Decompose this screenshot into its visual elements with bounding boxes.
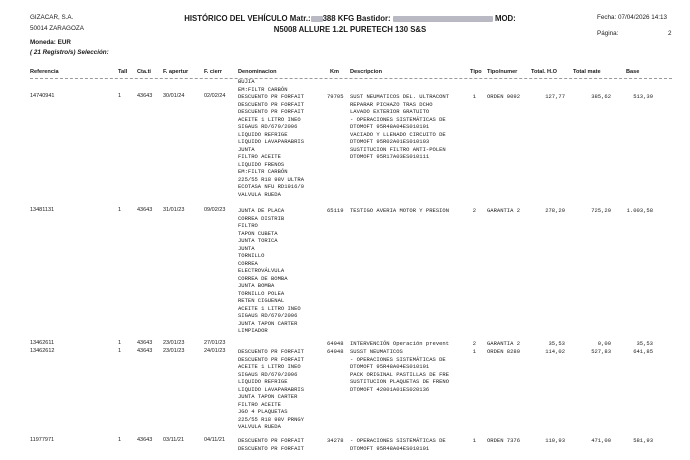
denominacion-line: DESCUENTO PR FORFAIT	[238, 355, 305, 363]
cell-f-cierre: 02/02/24	[204, 93, 226, 99]
title-part-2: 388 KFG Bastidor:	[322, 14, 391, 23]
denominacion-line: LIQUIDO FRENOS	[238, 160, 285, 168]
cell-cta: 43643	[137, 348, 153, 354]
denominacion-line: EM:FILTR CARBÓN	[238, 168, 288, 175]
cell-f-apertura: 30/01/24	[163, 93, 185, 99]
cell-taller: 1	[118, 348, 122, 354]
denominacion-line: ACEITE 1 LITRO INEO	[238, 304, 301, 312]
cell-descripcion	[350, 207, 466, 215]
cell-taller: 1	[118, 93, 122, 99]
col-total-mate: Total mate	[573, 69, 601, 75]
descripcion-line: SUSST NEUMATICOS	[350, 348, 403, 355]
col-tipo-numero: Tipo/numer	[487, 69, 518, 75]
col-f-cierre: F. cierr	[204, 69, 223, 75]
cell-total-ho: 278,29	[545, 207, 565, 214]
cell-total-mate: 385,62	[591, 93, 611, 100]
denominacion-line: JUNTA TAPON CARTER	[238, 319, 298, 327]
cell-km: 65119	[327, 207, 344, 214]
denominacion-line: JUNTA	[238, 145, 255, 153]
cell-cta: 43643	[137, 340, 153, 346]
denominacion-line: TORNILLO	[238, 252, 265, 259]
cell-f-cierre: 27/01/23	[204, 340, 226, 346]
cell-descripcion	[350, 437, 466, 452]
denominacion-line: JGO 4 PLAQUETAS	[238, 408, 288, 415]
col-f-apertura: F. apertur	[163, 69, 189, 75]
denominacion-line: LIQUIDO REFRIGE	[238, 378, 288, 385]
page-subtitle: N5008 ALLURE 1.2L PURETECH 130 S&S	[273, 25, 427, 34]
denominacion-line: RETEN CIGUENAL	[238, 297, 285, 304]
cell-km: 34278	[327, 437, 344, 444]
redacted-vin	[393, 16, 493, 22]
denominacion-line: 225/55 R18 98V ULTRA	[238, 175, 305, 183]
descripcion-line: - OPERACIONES SISTEMÁTICAS DE	[350, 355, 446, 363]
cell-ref: 13462612	[30, 348, 55, 354]
col-cta: Cta.ti	[137, 69, 151, 75]
denominacion-line: ELECTROVÁLVULA	[238, 267, 285, 274]
page-number-value: 2	[668, 30, 672, 37]
currency-label: Moneda: EUR	[30, 39, 71, 46]
descripcion-line: LAVADO EXTERIOR GRATUITO	[350, 108, 430, 115]
cell-f-cierre: 24/01/23	[204, 348, 226, 354]
redacted-plate	[311, 16, 323, 22]
denominacion-line: JUNTA DE PLACA	[238, 207, 285, 214]
denominacion-line: JUNTA	[238, 244, 255, 252]
cell-total-ho: 114,02	[545, 348, 565, 355]
col-total-ho: Total. H.O	[531, 69, 557, 75]
cell-total-ho: 35,53	[548, 340, 565, 347]
header-divider	[30, 78, 672, 79]
denominacion-line: SIGAUS RD/679/2006	[238, 123, 298, 130]
denominacion-line: VALVULA RUEDA	[238, 190, 281, 198]
denominacion-line: EM:FILTR CARBÓN	[238, 85, 288, 93]
cell-taller: 1	[118, 437, 122, 443]
print-date: Fecha: 07/04/2026 14:13	[597, 14, 668, 21]
descripcion-line: DTOMOFT 95R48A04ES010101	[350, 123, 430, 130]
denominacion-line: BUJIA	[238, 78, 255, 85]
cell-tipo: 2	[472, 340, 476, 347]
cell-cta: 43643	[137, 207, 153, 213]
denominacion-line: LIQUIDO LAVAPARABRIS	[238, 385, 305, 393]
descripcion-line: DTOMOFT 95R48A04ES010101	[350, 444, 430, 452]
denominacion-line: DESCUENTO PR FORFAIT	[238, 348, 305, 355]
descripcion-line: VACIADO Y LLENADO CIRCUITO DE	[350, 130, 446, 138]
cell-f-apertura: 03/11/21	[163, 437, 185, 443]
cell-cta: 43643	[137, 93, 153, 99]
cell-descripcion	[350, 93, 466, 161]
cell-denominacion	[238, 348, 304, 431]
page-number-label: Página:	[597, 30, 619, 37]
descripcion-line: - OPERACIONES SISTEMÁTICAS DE	[350, 437, 446, 444]
descripcion-line: DTOMOFT 95R02A01ES010103	[350, 138, 430, 145]
cell-descripcion	[350, 348, 466, 393]
col-km: Km	[330, 69, 340, 75]
cell-taller: 1	[118, 207, 122, 213]
denominacion-line: JUNTA TAPON CARTER	[238, 393, 298, 400]
col-taller: Tall	[118, 69, 128, 75]
denominacion-line: FILTRO ACEITE	[238, 153, 281, 160]
cell-total-mate: 0,00	[597, 340, 611, 347]
cell-base: 35,53	[636, 340, 653, 347]
denominacion-line: FILTRO	[238, 222, 258, 229]
descripcion-line: INTERVENCIÓN Operación prevent	[350, 340, 450, 347]
descripcion-line: SUSTITUCION PLAQUETAS DE FRENO	[350, 378, 450, 385]
descripcion-line: DTOMOFT 95R48A04ES010101	[350, 363, 430, 370]
descripcion-line: DTOMOFT 42001A01ES020136	[350, 385, 430, 393]
cell-cta: 43643	[137, 437, 153, 443]
cell-total-mate: 471,00	[591, 437, 611, 444]
descripcion-line: PACK ORIGINAL PASTILLAS DE FRE	[350, 370, 450, 378]
cell-km: 79705	[327, 93, 344, 100]
denominacion-line: LIQUIDO LAVAPARABRIS	[238, 138, 305, 145]
cell-f-apertura: 23/01/23	[163, 340, 185, 346]
denominacion-line: SIGAUS RD/679/2006	[238, 312, 298, 319]
cell-total-ho: 110,93	[545, 437, 565, 444]
denominacion-line: TORNILLO POLEA	[238, 289, 285, 297]
cell-tipo: 2	[472, 207, 476, 214]
col-descripcion: Descripcion	[350, 69, 383, 75]
denominacion-line: LIQUIDO REFRIGE	[238, 130, 288, 138]
cell-tipo: 1	[472, 348, 476, 355]
title-part-3: MOD:	[494, 14, 516, 23]
cell-total-ho: 127,77	[545, 93, 565, 100]
cell-total-mate: 527,83	[591, 348, 611, 355]
cell-tipo-numero: ORDEN 9092	[487, 93, 521, 100]
selection-label: ( 21 Registro/s) Selección:	[30, 49, 109, 56]
denominacion-line: DESCUENTO PR FORFAIT	[238, 100, 305, 108]
col-referencia: Referencia	[30, 69, 59, 75]
cell-tipo-numero: GARANTIA 2	[487, 340, 521, 347]
denominacion-line: DESCUENTO PR FORFAIT	[238, 108, 305, 115]
cell-km: 64948	[327, 340, 344, 347]
denominacion-line: CORREA DE BOMBA	[238, 274, 288, 282]
descripcion-line: TESTIGO AVERIA MOTOR Y PRESION	[350, 207, 450, 214]
denominacion-line: CORREA DISTRIB	[238, 214, 285, 222]
denominacion-line: DESCUENTO PR FORFAIT	[238, 93, 305, 100]
cell-base: 641,85	[633, 348, 653, 355]
cell-ref: 13462611	[30, 340, 55, 346]
denominacion-line: DESCUENTO PR FORFAIT	[238, 437, 305, 444]
denominacion-line: TAPON CUBETA	[238, 229, 278, 237]
col-denominacion: Denominacion	[238, 69, 277, 75]
descripcion-line: SUSTITUCION FILTRO ANTI-POLEN	[350, 145, 446, 153]
cell-f-apertura: 23/01/23	[163, 348, 185, 354]
denominacion-line: DESCUENTO PR FORFAIT	[238, 444, 305, 452]
descripcion-line: SUST NEUMATICOS DEL. ULTRACONT	[350, 93, 450, 100]
denominacion-line: ACEITE 1 LITRO INEO	[238, 363, 301, 370]
cell-f-apertura: 31/01/23	[163, 207, 185, 213]
descripcion-line: REPARAR PICHAZO TRAS DCHO	[350, 100, 433, 108]
descripcion-line: - OPERACIONES SISTEMÁTICAS DE	[350, 115, 446, 123]
descripcion-line: DTOMOFT 95R17A03ES010111	[350, 153, 430, 160]
title-part-1: HISTÓRICO DEL VEHÍCULO Matr.:	[184, 14, 311, 23]
cell-ref: 11977971	[30, 437, 55, 443]
cell-ref: 13481131	[30, 207, 55, 213]
denominacion-line: JUNTA BOMBA	[238, 282, 275, 289]
company-name: GIZACAR, S.A.	[30, 14, 74, 21]
cell-base: 513,39	[633, 93, 653, 100]
cell-denominacion	[238, 437, 304, 452]
cell-denominacion	[238, 78, 304, 198]
cell-taller: 1	[118, 340, 122, 346]
cell-tipo: 1	[472, 437, 476, 444]
denominacion-line: LIMPIADOR	[238, 327, 268, 334]
denominacion-line: 225/55 R18 98V PRNGY	[238, 415, 305, 423]
denominacion-line: ECOTASA NFU RD1916/0	[238, 183, 305, 190]
cell-base: 1.003,58	[626, 207, 653, 214]
cell-descripcion	[350, 340, 466, 348]
cell-km: 64948	[327, 348, 344, 355]
cell-f-cierre: 04/11/21	[204, 437, 226, 443]
col-base: Base	[626, 69, 640, 75]
company-address: 50014 ZARAGOZA	[30, 25, 84, 32]
denominacion-line: SIGAUS RD/679/2006	[238, 370, 298, 378]
cell-ref: 14740941	[30, 93, 55, 99]
col-tipo: Tipo	[470, 69, 482, 75]
cell-tipo-numero: ORDEN 7376	[487, 437, 521, 444]
cell-tipo-numero: GARANTIA 2	[487, 207, 521, 214]
denominacion-line: FILTRO ACEITE	[238, 400, 281, 408]
page-title	[160, 14, 540, 23]
cell-base: 581,93	[633, 437, 653, 444]
denominacion-line: VALVULA RUEDA	[238, 423, 281, 430]
cell-f-cierre: 09/02/23	[204, 207, 226, 213]
cell-total-mate: 725,29	[591, 207, 611, 214]
denominacion-line: JUNTA TORICA	[238, 237, 278, 244]
denominacion-line: CORREA	[238, 259, 258, 267]
cell-tipo: 1	[472, 93, 476, 100]
denominacion-line: ACEITE 1 LITRO INEO	[238, 115, 301, 123]
cell-tipo-numero: ORDEN 8280	[487, 348, 521, 355]
cell-denominacion	[238, 207, 301, 335]
